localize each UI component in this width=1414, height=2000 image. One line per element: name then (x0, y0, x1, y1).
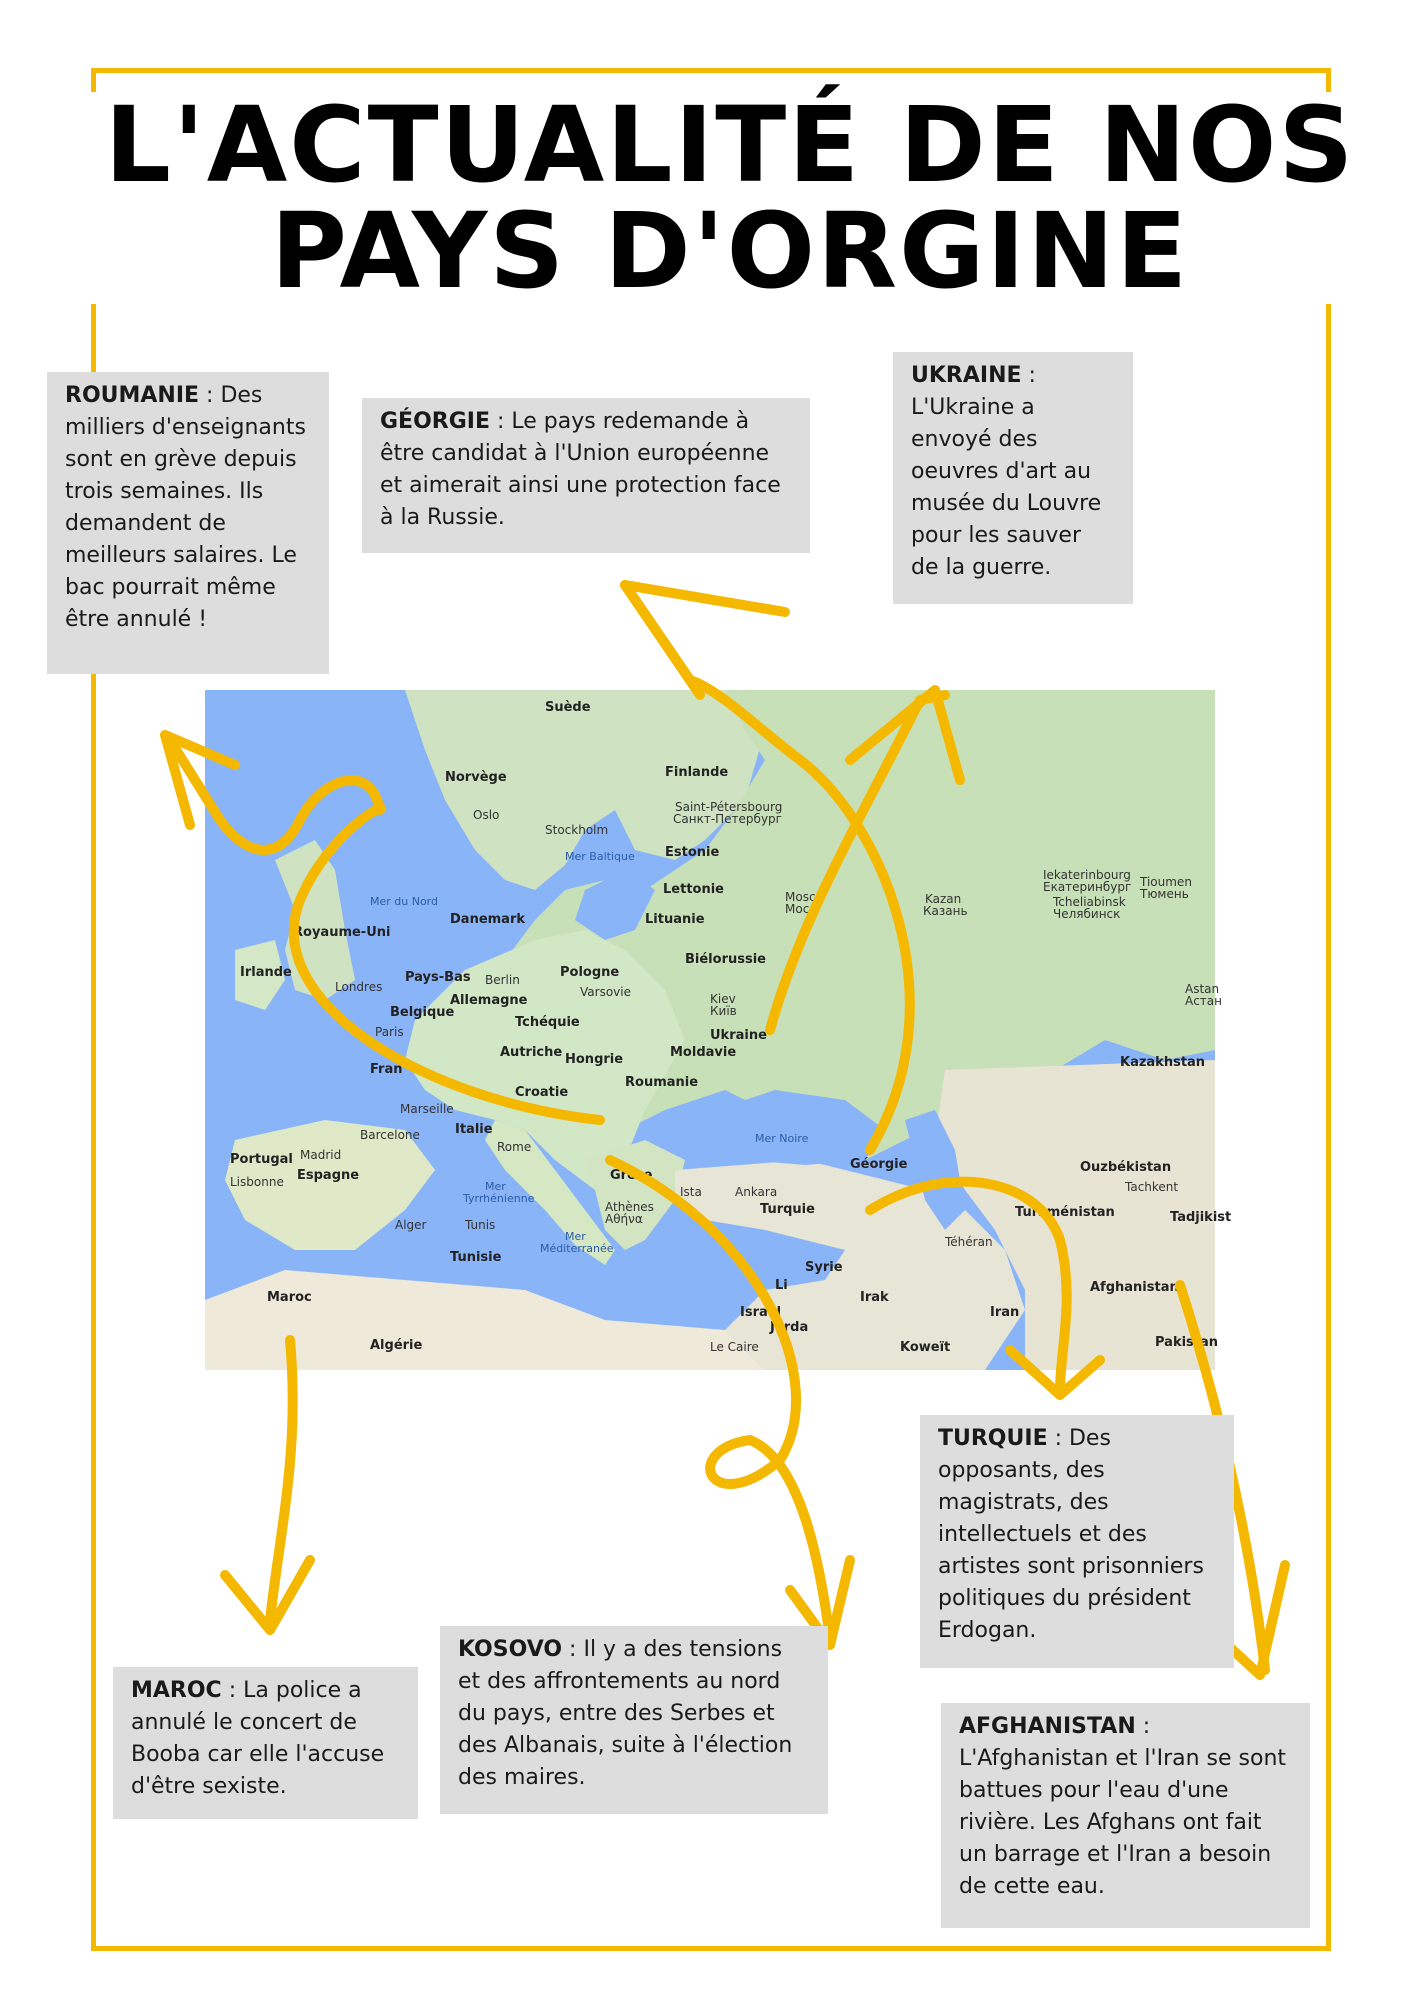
map-label-portugal: Portugal (230, 1152, 293, 1167)
map-label-rome: Rome (497, 1140, 532, 1154)
map-label-finlande: Finlande (665, 765, 729, 780)
map-label-astana: Astan (1185, 982, 1220, 996)
map-label-tcheliab_ru: Челябинск (1053, 907, 1121, 921)
map-label-grece: Grèce (610, 1168, 653, 1183)
map-label-syrie: Syrie (805, 1260, 843, 1275)
news-maroc (113, 1667, 418, 1819)
map-label-ukraine: Ukraine (710, 1028, 767, 1043)
map-label-turkmen: Turkménistan (1015, 1205, 1115, 1220)
map-label-danemark: Danemark (450, 912, 526, 927)
map-label-astana_kz: Астан (1185, 994, 1222, 1008)
map-label-saintpet: Saint-Pétersbourg (675, 800, 783, 814)
map-label-suede: Suède (545, 700, 591, 715)
news-roumanie (47, 372, 329, 674)
map-label-merte: Mer (485, 1180, 506, 1193)
title-line-1: L'ACTUALITÉ DE NOS (104, 84, 1356, 206)
map-label-mernoire: Mer Noire (755, 1132, 809, 1145)
map-label-oslo: Oslo (473, 808, 500, 822)
map-label-marseille: Marseille (400, 1102, 454, 1116)
map-label-varsovie: Varsovie (580, 985, 631, 999)
map-label-merbaltique: Mer Baltique (565, 850, 635, 863)
news-afghanistan (941, 1703, 1310, 1928)
map-label-hongrie: Hongrie (565, 1052, 624, 1067)
country-maroc: MAROC (131, 1678, 222, 1703)
map-label-athenes: Athènes (605, 1200, 654, 1214)
map-label-lituanie: Lituanie (645, 912, 705, 927)
map-label-pakistan: Pakistan (1155, 1335, 1219, 1350)
map-label-stockholm: Stockholm (545, 823, 609, 837)
map-label-italie: Italie (455, 1122, 493, 1137)
map-label-athenes_gr: Αθήνα (605, 1212, 643, 1226)
map-label-madrid: Madrid (300, 1148, 342, 1162)
map-label-allemagne: Allemagne (450, 993, 528, 1008)
map-label-kazakhstan: Kazakhstan (1120, 1055, 1206, 1070)
map-label-algerie: Algérie (370, 1338, 423, 1353)
map-label-iekat_ru: Екатеринбург (1043, 880, 1132, 894)
map-label-croatie: Croatie (515, 1085, 569, 1100)
news-text-roumanie: : Des milliers d'enseignants sont en grève depuis trois semaines. Ils demandent de meilleurs salaires. Le bac pourrait même être annulé ! (65, 383, 306, 632)
europe-map (205, 690, 1232, 1370)
country-afghanistan: AFGHANISTAN (959, 1714, 1136, 1739)
map-label-alger: Alger (395, 1218, 427, 1232)
news-kosovo (440, 1626, 828, 1814)
map-label-tachkent: Tachkent (1125, 1180, 1179, 1194)
map-label-iran: Iran (990, 1305, 1020, 1320)
news-text-georgie: : Le pays redemande à être candidat à l'Union européenne et aimerait ainsi une protection face à la Russie. (380, 409, 781, 530)
map-label-merte2: Tyrrhénienne (463, 1192, 535, 1205)
map-label-irlande: Irlande (240, 965, 292, 980)
map-label-royaumeuni: Royaume-Uni (293, 925, 391, 940)
map-label-saintpet_ru: Санкт-Петербург (673, 812, 782, 826)
map-label-kazan: Kazan (925, 892, 962, 906)
map-label-moscou_ru: Мос (785, 902, 810, 916)
map-label-jordanie: Jorda (770, 1320, 809, 1335)
map-label-tcheliab: Tcheliabinsk (1053, 895, 1126, 909)
map-label-iekat: Iekaterinbourg (1043, 868, 1131, 882)
map-label-koweit: Koweït (900, 1340, 951, 1355)
map-label-tcheque: Tchéquie (515, 1015, 580, 1030)
map-label-roumanie: Roumanie (625, 1075, 699, 1090)
map-label-tunis: Tunis (465, 1218, 496, 1232)
map-label-kiev: Kiev (710, 992, 736, 1006)
map-label-kazan_ru: Казань (923, 904, 968, 918)
map-label-berlin: Berlin (485, 973, 520, 987)
map-label-belgique: Belgique (390, 1005, 455, 1020)
news-text-maroc: : La police a annulé le concert de Booba car elle l'accuse d'être sexiste. (131, 1678, 385, 1799)
map-label-liban: Li (775, 1278, 788, 1293)
title-line-2: PAYS D'ORGINE (270, 190, 1190, 312)
map-label-france: Fran (370, 1062, 403, 1077)
map-label-bielorussie: Biélorussie (685, 952, 766, 967)
map-label-moldavie: Moldavie (670, 1045, 737, 1060)
map-label-teheran: Téhéran (945, 1235, 993, 1249)
map-label-tioumen: Tioumen (1140, 875, 1192, 889)
map-label-moscou: Mosc (785, 890, 816, 904)
page-title (60, 84, 1400, 312)
map-label-lecaire: Le Caire (710, 1340, 759, 1354)
map-label-lisbonne: Lisbonne (230, 1175, 284, 1189)
map-label-merm: Mer (565, 1230, 586, 1243)
news-text-ukraine: : L'Ukraine a envoyé des oeuvres d'art au musée du Louvre pour les sauver de la guerre. (911, 363, 1102, 580)
country-turquie: TURQUIE (938, 1426, 1048, 1451)
country-ukraine: UKRAINE (911, 363, 1022, 388)
map-label-lettonie: Lettonie (663, 882, 724, 897)
map-label-pologne: Pologne (560, 965, 620, 980)
map-label-afgh: Afghanistan (1090, 1280, 1179, 1295)
news-text-turquie: : Des opposants, des magistrats, des intellectuels et des artistes sont prisonniers politiques du président Erdogan. (938, 1426, 1204, 1643)
map-label-tioumen_ru: Тюмень (1140, 887, 1189, 901)
map-label-paris: Paris (375, 1025, 404, 1039)
news-text-afghanistan: : L'Afghanistan et l'Iran se sont battues pour l'eau d'une rivière. Les Afghans ont fait un barrage et l'Iran a besoin de cette eau. (959, 1714, 1287, 1899)
map-label-kiev_ua: Київ (710, 1004, 737, 1018)
map-label-barcelone: Barcelone (360, 1128, 420, 1142)
map-label-georgie: Géorgie (850, 1157, 908, 1172)
map-label-paysbas: Pays-Bas (405, 970, 471, 985)
map-label-estonie: Estonie (665, 845, 720, 860)
map-label-ankara: Ankara (735, 1185, 778, 1199)
map-label-istanbul: Ista (680, 1185, 702, 1199)
map-label-israel: Israël (740, 1305, 782, 1320)
map-label-maroc: Maroc (267, 1290, 312, 1305)
news-ukraine (893, 352, 1133, 604)
map-label-londres: Londres (335, 980, 383, 994)
news-turquie (920, 1415, 1234, 1668)
map-label-tadjik: Tadjikist (1170, 1210, 1232, 1225)
map-label-ouzbek: Ouzbékistan (1080, 1160, 1172, 1175)
news-georgie (362, 398, 810, 553)
map-label-merdunord: Mer du Nord (370, 895, 438, 908)
map-label-autriche: Autriche (500, 1045, 563, 1060)
country-kosovo: KOSOVO (458, 1637, 563, 1662)
map-label-espagne: Espagne (297, 1168, 360, 1183)
map-label-turquie: Turquie (760, 1202, 815, 1217)
map-label-norvege: Norvège (445, 770, 507, 785)
country-roumanie: ROUMANIE (65, 383, 200, 408)
country-georgie: GÉORGIE (380, 409, 490, 434)
map-label-merm2: Méditerranée (540, 1242, 614, 1255)
map-label-tunisie: Tunisie (450, 1250, 502, 1265)
map-label-irak: Irak (860, 1290, 889, 1305)
news-text-kosovo: : Il y a des tensions et des affrontements au nord du pays, entre des Serbes et des Albanais, suite à l'élection des maires. (458, 1637, 793, 1790)
